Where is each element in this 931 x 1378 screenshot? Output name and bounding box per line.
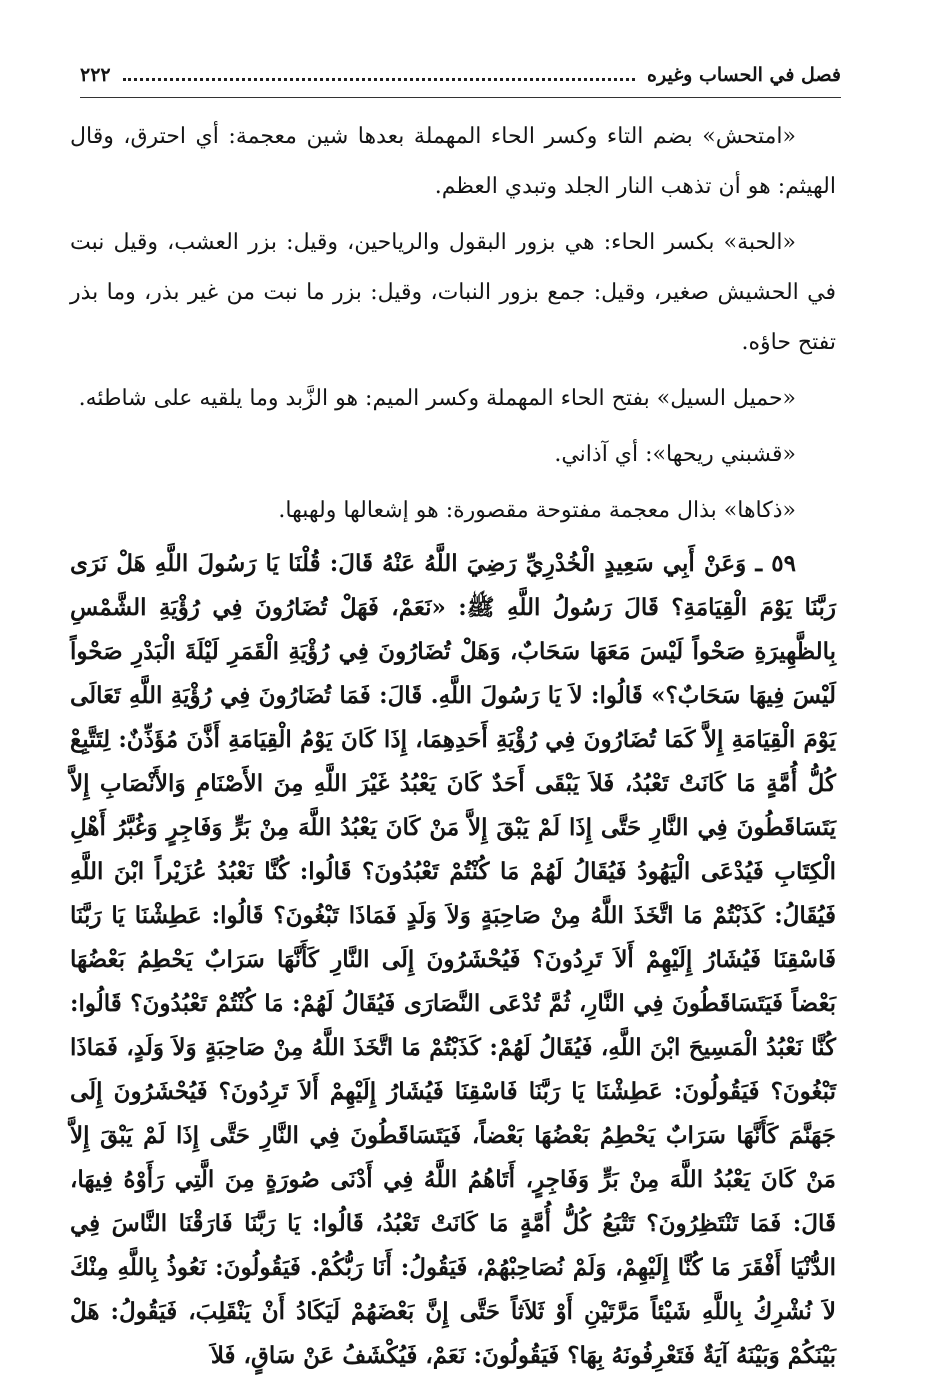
gloss-paragraph: «امتحش» بضم التاء وكسر الحاء المهملة بعدها شين معجمة: أي احترق، وقال الهيثم: هو أن تذهب النار الجلد وتبدي العظم.: [70, 124, 836, 199]
dotted-leader: [123, 78, 635, 81]
header-rule: [80, 97, 841, 98]
hadith-number: ٥٩ ـ: [755, 550, 797, 577]
running-header: [80, 58, 841, 92]
hadith-text: وَعَنْ أَبِي سَعِيدٍ الْخُدْرِيِّ رَضِيَ اللَّهُ عَنْهُ قَالَ: قُلْنَا يَا رَسُولَ اللَّهِ هَلْ نَرَى رَبَّنَا يَوْمَ الْقِيَامَةِ؟ قَالَ رَسُولُ اللَّهِ ﷺ: «نَعَمْ، فَهَلْ تُضَارُونَ فِي رُؤْيَةِ الشَّمْسِ بِالظَّهِيرَةِ صَحْواً لَيْسَ مَعَهَا سَحَابٌ، وَهَلْ تُضَارُونَ فِي رُؤْيَةِ الْقَمَرِ لَيْلَةَ الْبَدْرِ صَحْواً لَيْسَ فِيهَا سَحَابٌ؟» قَالُوا: لاَ يَا رَسُولَ اللَّهِ. قَالَ: فَمَا تُضَارُونَ فِي رُؤْيَةِ اللَّهِ تَعَالَى يَوْمَ الْقِيَامَةِ إِلاَّ كَمَا تُضَارُونَ فِي رُؤْيَةِ أَحَدِهِمَا، إِذَا كَانَ يَوْمُ الْقِيَامَةِ أَذَّنَ مُؤَذِّنٌ: لِتَتَّبِعْ كُلُّ أُمَّةٍ مَا كَانَتْ تَعْبُدُ، فَلاَ يَبْقَى أَحَدٌ كَانَ يَعْبُدُ غَيْرَ اللَّهِ مِنَ الأَصْنَامِ وَالأَنْصَابِ إِلاَّ يَتَسَاقَطُونَ فِي النَّارِ حَتَّى إِذَا لَمْ يَبْقَ إِلاَّ مَنْ كَانَ يَعْبُدُ اللَّهَ مِنْ بَرٍّ وَفَاجِرٍ وَغُبَّرُ أَهْلِ الْكِتَابِ فَيُدْعَى الْيَهُودُ فَيُقَالُ لَهُمْ مَا كُنْتُمْ تَعْبُدُونَ؟ قَالُوا: كُنَّا نَعْبُدُ عُزَيْراً ابْنَ اللَّهِ فَيُقَالُ: كَذَبْتُمْ مَا اتَّخَذَ اللَّهُ مِنْ صَاحِبَةٍ وَلاَ وَلَدٍ فَمَاذَا تَبْغُونَ؟ قَالُوا: عَطِشْنَا يَا رَبَّنَا فَاسْقِنَا فَيُشَارُ إِلَيْهِمْ أَلاَ تَرِدُونَ؟ فَيُحْشَرُونَ إِلَى النَّارِ كَأَنَّهَا سَرَابٌ يَحْطِمُ بَعْضُهَا بَعْضاً فَيَتَسَاقَطُونَ فِي النَّارِ، ثُمَّ تُدْعَى النَّصَارَى فَيُقَالُ لَهُمْ: مَا كُنْتُمْ تَعْبُدُونَ؟ قَالُوا: كُنَّا نَعْبُدُ الْمَسِيحَ ابْنَ اللَّهِ، فَيُقَالُ لَهُمْ: كَذَبْتُمْ مَا اتَّخَذَ اللَّهُ مِنْ صَاحِبَةٍ وَلاَ وَلَدٍ، فَمَاذَا تَبْغُونَ؟ فَيَقُولُونَ: عَطِشْنَا يَا رَبَّنَا فَاسْقِنَا فَيُشَارُ إِلَيْهِمْ أَلاَ تَرِدُونَ؟ فَيُحْشَرُونَ إِلَى جَهَنَّمَ كَأَنَّهَا سَرَابٌ يَحْطِمُ بَعْضُهَا بَعْضاً، فَيَتَسَاقَطُونَ فِي النَّارِ حَتَّى إِذَا لَمْ يَبْقَ إِلاَّ مَنْ كَانَ يَعْبُدُ اللَّهَ مِنْ بَرٍّ وَفَاجِرٍ، أَتَاهُمُ اللَّهُ فِي أَدْنَى صُورَةٍ مِنَ الَّتِي رَأَوْهُ فِيهَا، قَالَ: فَمَا تَنْتَظِرُونَ؟ تَتْبَعُ كُلُّ أُمَّةٍ مَا كَانَتْ تَعْبُدُ، قَالُوا: يَا رَبَّنَا فَارَقْنَا النَّاسَ فِي الدُّنْيَا أَفْقَرَ مَا كُنَّا إِلَيْهِمْ، وَلَمْ نُصَاحِبْهُمْ، فَيَقُولُ: أَنَا رَبُّكُمْ. فَيَقُولُونَ: نَعُوذُ بِاللَّهِ مِنْكَ لاَ نُشْرِكُ بِاللَّهِ شَيْئاً مَرَّتَيْنِ أَوْ ثَلاَثاً حَتَّى إِنَّ بَعْضَهُمْ لَيَكَادُ أَنْ يَنْقَلِبَ، فَيَقُولُ: هَلْ بَيْنَكُمْ وَبَيْنَهُ آيَةٌ فَتَعْرِفُونَهُ بِهَا؟ فَيَقُولُونَ: نَعَمْ، فَيُكْشَفُ عَنْ سَاقٍ، فَلاَ: [70, 550, 836, 1369]
gloss-paragraph: «حميل السيل» بفتح الحاء المهملة وكسر الميم: هو الزَّبد وما يلقيه على شاطئه.: [78, 386, 796, 411]
chapter-title: فصل في الحساب وغيره: [647, 64, 841, 86]
hadith-paragraph: [70, 542, 836, 1378]
page-number: ٢٢٢: [80, 64, 111, 86]
gloss-paragraph: «الحبة» بكسر الحاء: هي بزور البقول والرياحين، وقيل: بزر العشب، وقيل نبت في الحشيش صغير، وقيل: جمع بزور النبات، وقيل: بزر ما نبت من غير بذر، وما بذر تفتح حاؤه.: [70, 230, 836, 355]
gloss-paragraph: «قشبني ريحها»: أي آذاني.: [554, 442, 796, 467]
page-body: [70, 112, 836, 1378]
gloss-paragraph: «ذكاها» بذال معجمة مفتوحة مقصورة: هو إشعالها ولهبها.: [278, 498, 796, 523]
